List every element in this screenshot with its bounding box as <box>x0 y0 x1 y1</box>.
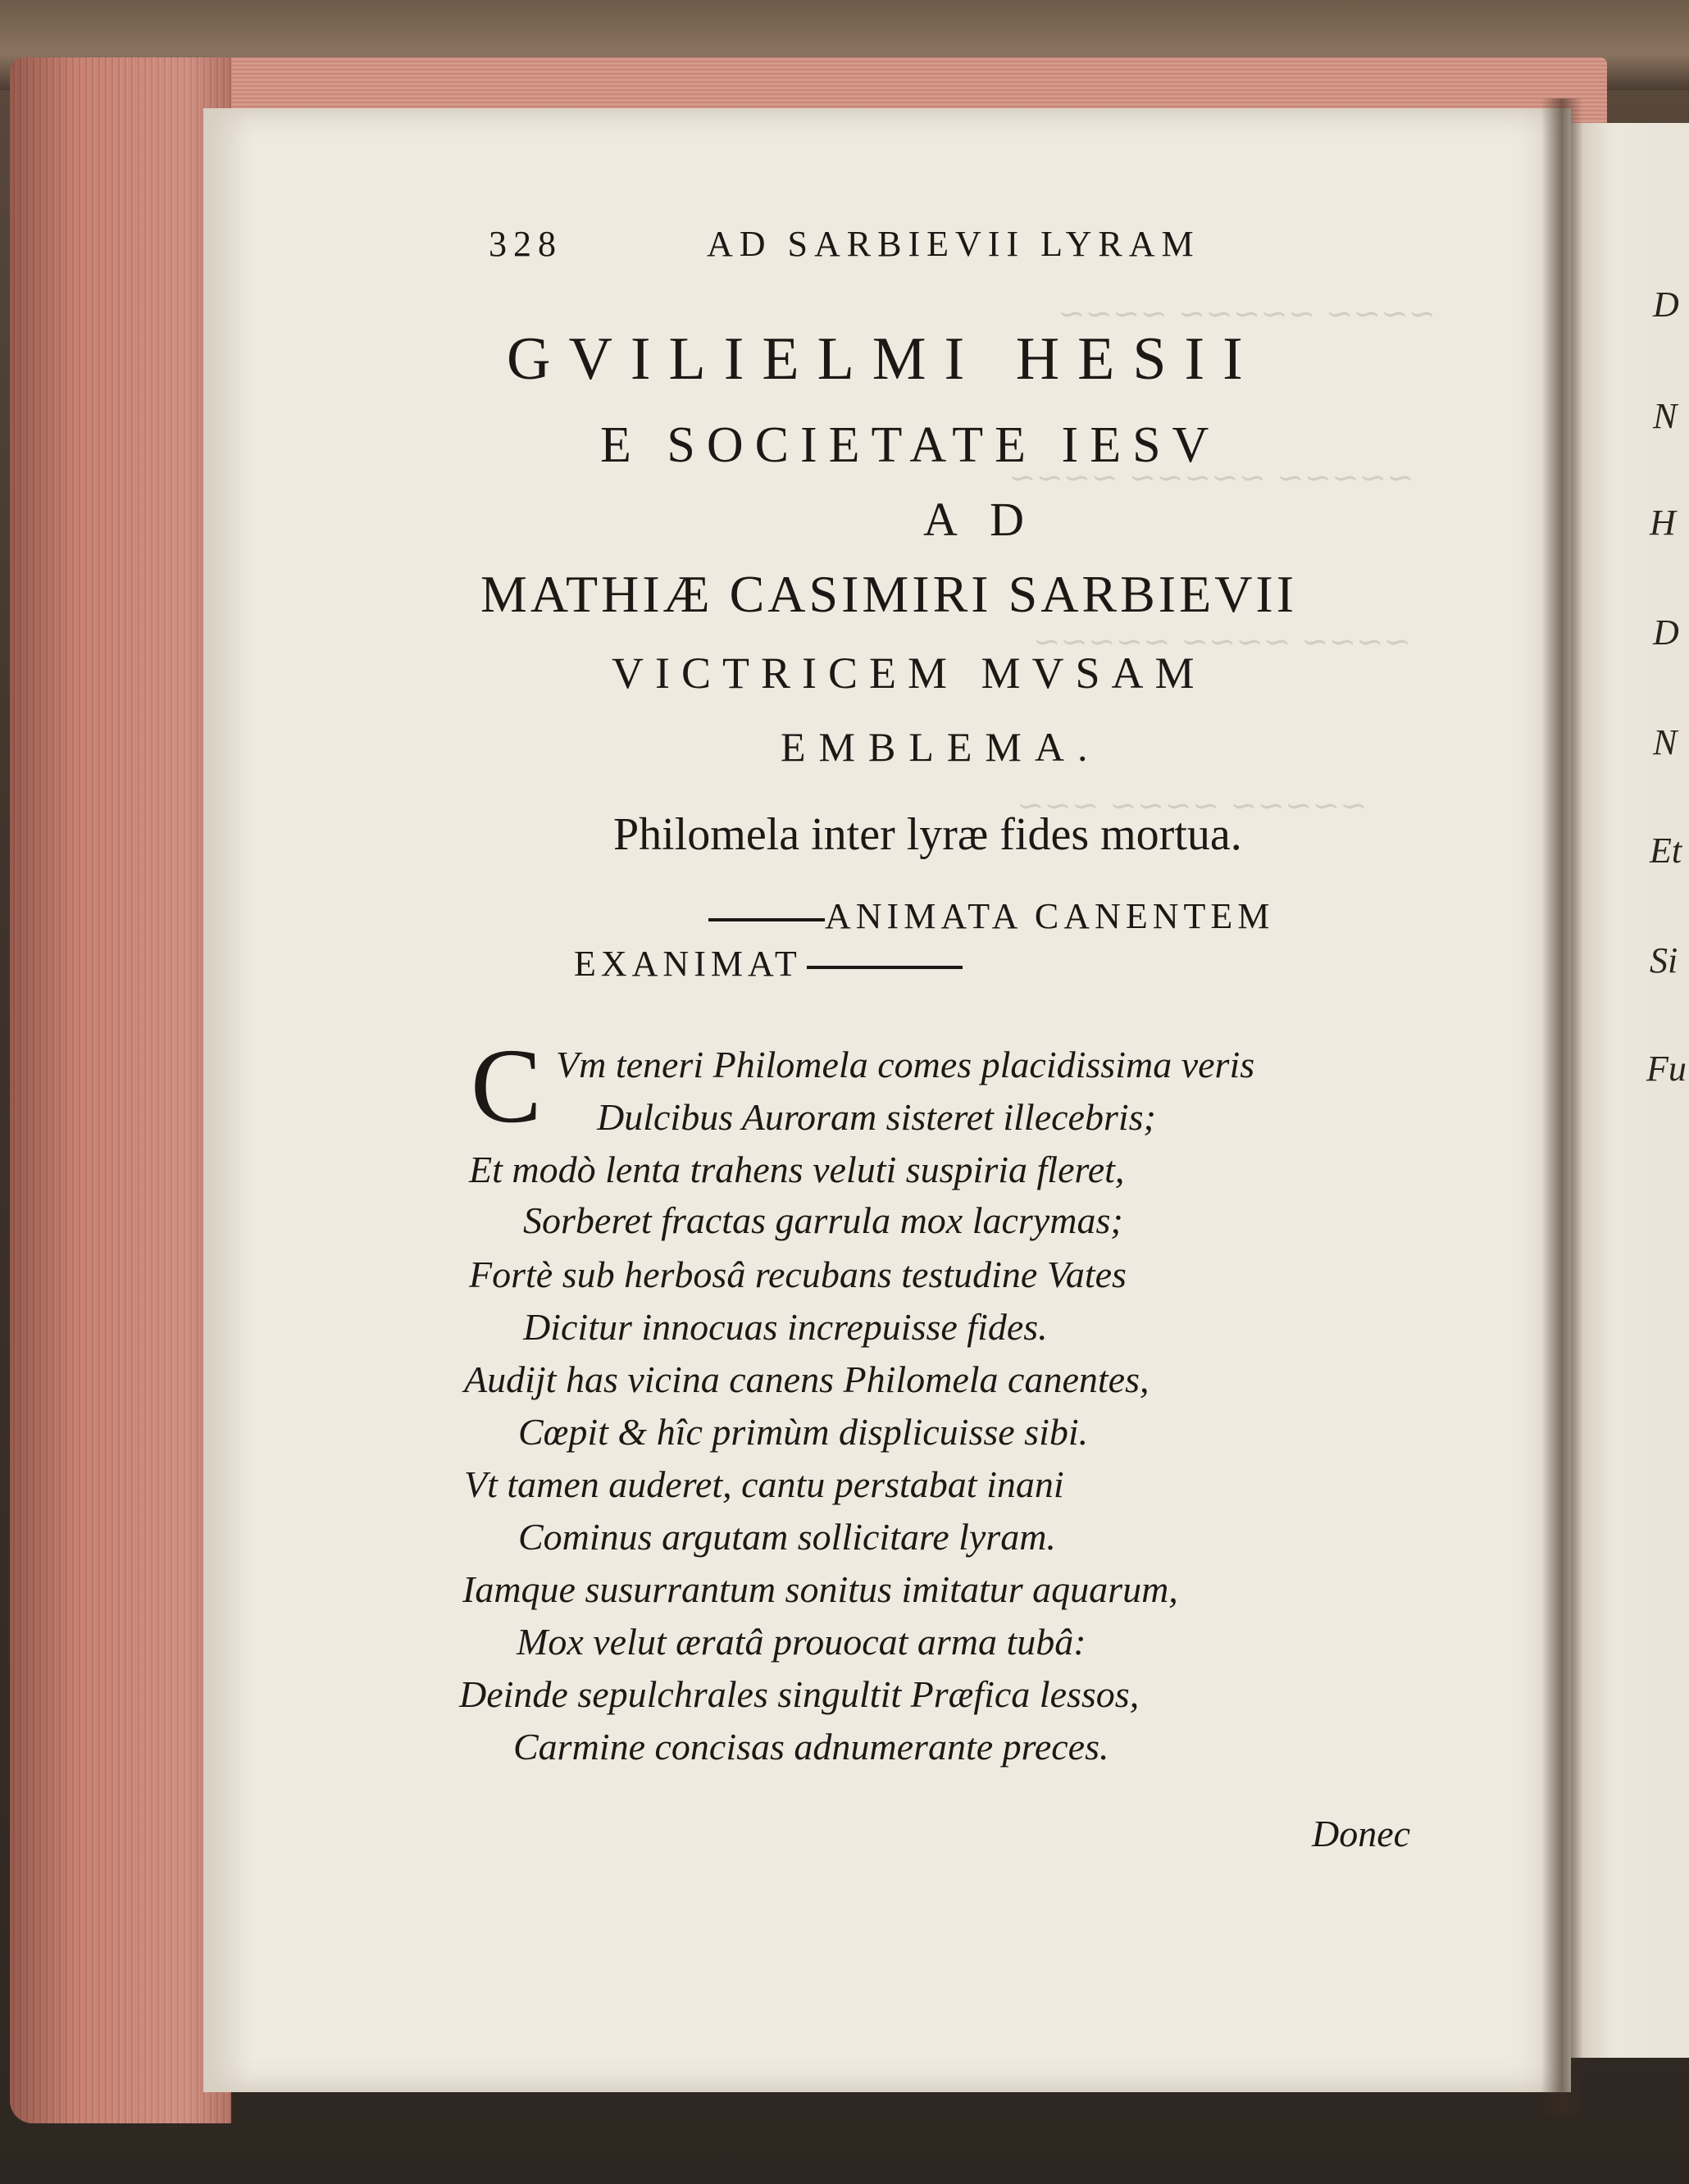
motto-text-1: ANIMATA CANENTEM <box>825 896 1275 936</box>
verse-line: Vm teneri Philomela comes placidissima veris <box>556 1044 1255 1085</box>
author-name: GVILIELMI HESII <box>507 325 1261 393</box>
facing-page-letter: D <box>1653 612 1679 653</box>
show-through-text: ~~~~ ~~~~ ~~~~~ <box>1033 623 1412 661</box>
verse-line: Sorberet fractas garrula mox lacrymas; <box>523 1199 1123 1241</box>
page-number: 328 <box>489 224 562 264</box>
show-through-text: ~~~~ ~~~~~ ~~~~ <box>1058 295 1436 333</box>
dedicatee-line: MATHIÆ CASIMIRI SARBIEVII <box>480 565 1298 623</box>
motto-line-1 <box>708 895 1274 937</box>
motto-line-2 <box>574 943 963 985</box>
facing-page-letter: Si <box>1650 940 1678 981</box>
muse-line: VICTRICEM MVSAM <box>612 648 1206 698</box>
verse-line: Deinde sepulchrales singultit Præfica lessos, <box>459 1673 1140 1715</box>
verse-line: Fortè sub herbosâ recubans testudine Vates <box>469 1254 1127 1295</box>
facing-page-letter: Fu <box>1646 1049 1687 1089</box>
page-edges-shade <box>10 57 231 2123</box>
motto-dash <box>807 966 963 969</box>
show-through-text: ~~~~~ ~~~~ ~~~ <box>1017 787 1368 825</box>
verse-line: Et modò lenta trahens veluti suspiria fleret, <box>469 1149 1125 1190</box>
verse-line: Audijt has vicina canens Philomela canentes, <box>464 1358 1150 1400</box>
drop-cap: C <box>471 1027 542 1145</box>
society-line: E SOCIETATE IESV <box>600 417 1221 473</box>
page-curl <box>203 108 253 2092</box>
show-through-text: ~~~~~ ~~~~~ ~~~~ <box>1008 459 1414 497</box>
verse-line: Cœpit & hîc primùm displicuisse sibi. <box>518 1411 1089 1453</box>
facing-page-letter: N <box>1653 722 1678 762</box>
catchword: Donec <box>1312 1813 1411 1854</box>
emblem-subtitle: Philomela inter lyræ fides mortua. <box>613 809 1242 860</box>
facing-page-letter: Et <box>1650 830 1682 871</box>
verse-line: Cominus argutam sollicitare lyram. <box>518 1516 1056 1558</box>
emblema-line: EMBLEMA. <box>781 724 1101 770</box>
verse-line: Iamque susurrantum sonitus imitatur aquarum, <box>462 1568 1178 1610</box>
motto-text-2: EXANIMAT <box>574 944 802 984</box>
running-title: AD SARBIEVII LYRAM <box>707 224 1200 264</box>
book-gutter <box>1541 98 1582 2115</box>
facing-page-letter: N <box>1653 396 1678 436</box>
verse-line: Dicitur innocuas increpuisse fides. <box>523 1306 1048 1348</box>
verse-line: Carmine concisas adnumerante preces. <box>513 1726 1109 1768</box>
motto-dash <box>708 918 825 921</box>
title-ad: A D <box>923 493 1036 546</box>
verse-line: Dulcibus Auroram sisteret illecebris; <box>597 1096 1156 1138</box>
facing-page-letter: D <box>1653 284 1679 325</box>
verse-line: Mox velut æratâ prouocat arma tubâ: <box>517 1621 1086 1663</box>
facing-page-letter: H <box>1650 503 1676 543</box>
verse-line: Vt tamen auderet, cantu perstabat inani <box>464 1463 1064 1505</box>
